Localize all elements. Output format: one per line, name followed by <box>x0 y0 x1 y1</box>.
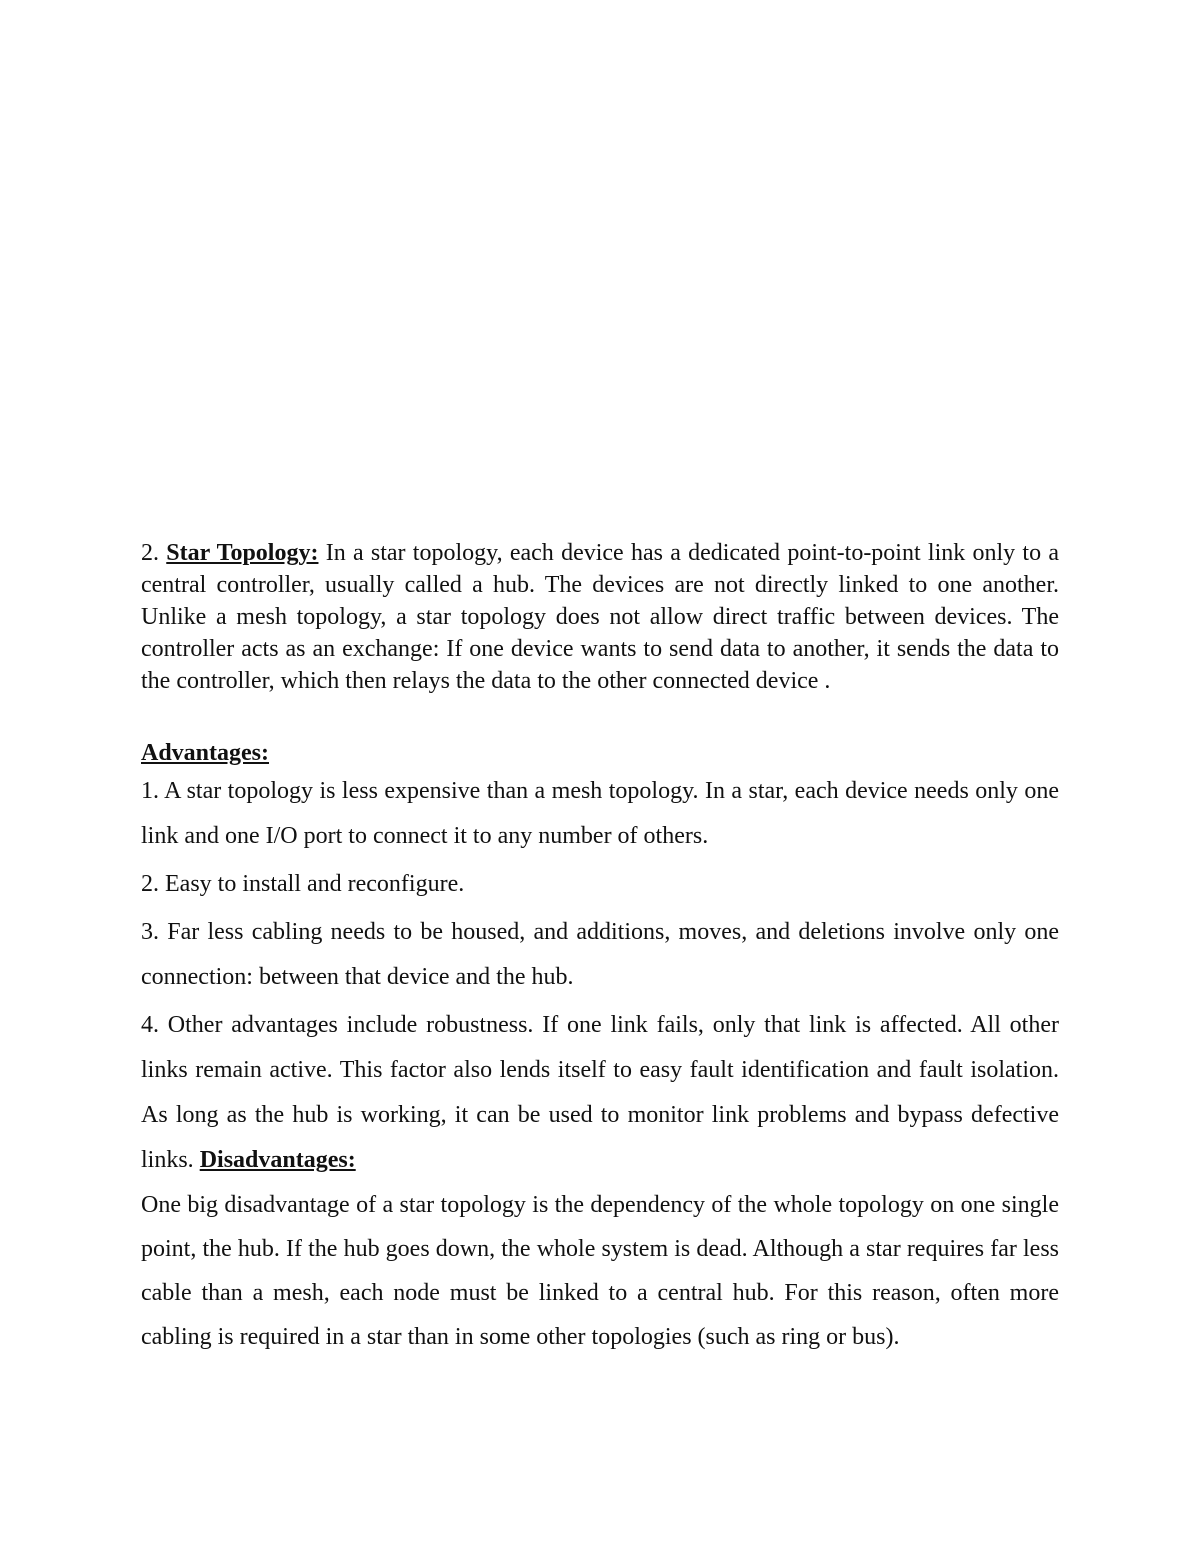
section-intro: In a star topology, each device has a dedicated point-to-point link only to a central controller, usually called a hub. The devices are not directly linked to one another. Unlike a mesh topology, a star topology does not allow direct traffic between devices. The controller acts as an exchange: If one device wants to send data to another, it sends the data to the controller, which then relays the data to the other connected device . <box>141 540 1060 694</box>
advantage-item-4-text: 4. Other advantages include robustness. If one link fails, only that link is affected. All other links remain active. This factor also lends itself to easy fault identification and fault isolation. As long as the hub is working, it can be used to monitor link problems and bypass defective links. <box>141 1012 1059 1173</box>
advantage-item-4 <box>141 1003 1059 1183</box>
advantage-item-2: 2. Easy to install and reconfigure. <box>141 871 465 897</box>
disadvantages-heading: Disadvantages: <box>199 1147 356 1173</box>
star-topology-paragraph <box>141 537 1059 697</box>
advantages-heading: Advantages: <box>141 740 270 766</box>
disadvantages-paragraph: One big disadvantage of a star topology is the dependency of the whole topology on one single point, the hub. If the hub goes down, the whole system is dead. Although a star requires far less cable than a mesh, each node must be linked to a central hub. For this reason, often more cabling is required in a star than in some other topologies (such as ring or bus). <box>141 1192 1059 1350</box>
advantage-item-3: 3. Far less cabling needs to be housed, and additions, moves, and deletions involve only one connection: between that device and the hub. <box>141 919 1059 990</box>
section-number: 2. <box>141 540 159 566</box>
document-content <box>141 537 1059 1359</box>
advantage-item-1: 1. A star topology is less expensive than a mesh topology. In a star, each device needs only one link and one I/O port to connect it to any number of others. <box>141 778 1059 849</box>
section-heading: Star Topology: <box>166 540 319 566</box>
